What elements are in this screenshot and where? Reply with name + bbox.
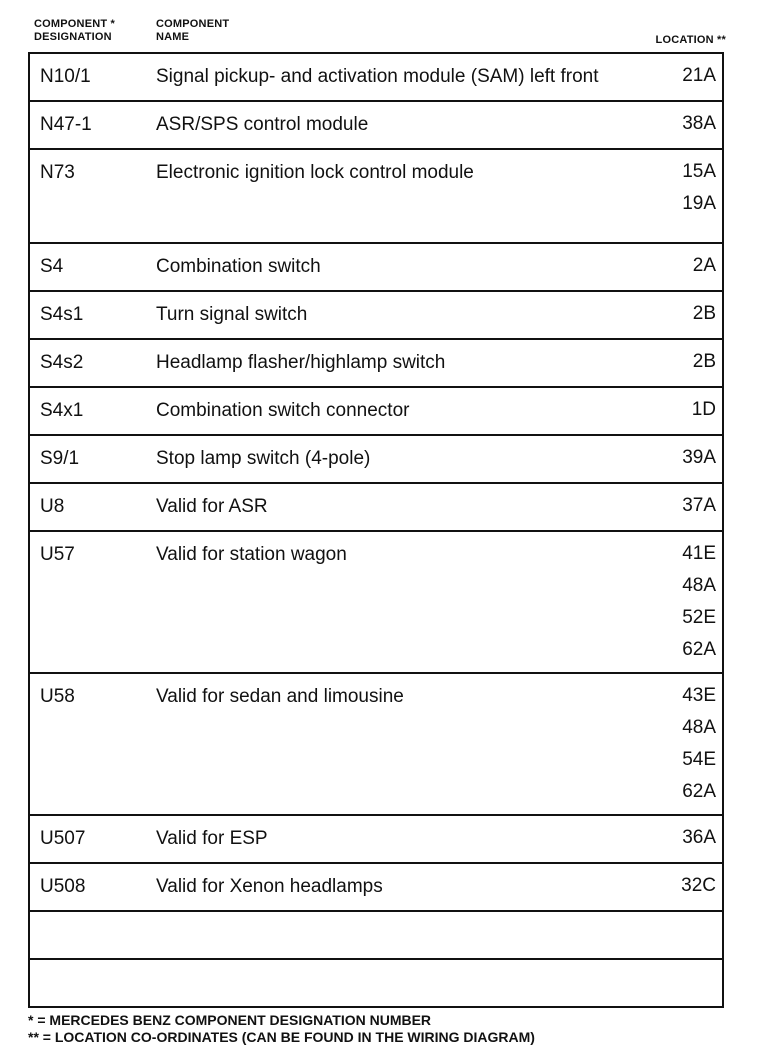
table-row	[30, 816, 722, 864]
component-location	[693, 346, 716, 378]
location-coordinate: 21A	[682, 65, 716, 86]
component-location	[682, 156, 716, 220]
component-designation: S9/1	[40, 448, 80, 469]
component-name: Stop lamp switch (4-pole)	[156, 448, 371, 469]
component-designation: S4	[40, 256, 64, 277]
component-designation: N73	[40, 162, 75, 183]
location-coordinate: 48A	[682, 575, 716, 596]
location-coordinate: 37A	[682, 495, 716, 516]
component-name: Signal pickup- and activation module (SAM) left front	[156, 66, 599, 87]
component-designation: U57	[40, 544, 75, 565]
component-location	[682, 822, 716, 854]
table-row	[30, 340, 722, 388]
component-designation: S4x1	[40, 400, 84, 421]
component-location	[682, 108, 716, 140]
table-row	[30, 102, 722, 150]
component-designation: N10/1	[40, 66, 91, 87]
footnote-designation: * = MERCEDES BENZ COMPONENT DESIGNATION NUMBER	[28, 1012, 432, 1028]
table-row	[30, 388, 722, 436]
location-coordinate: 36A	[682, 827, 716, 848]
table-row	[30, 436, 722, 484]
component-location	[681, 870, 716, 902]
location-coordinate: 2B	[692, 351, 716, 372]
component-designation: S4s2	[40, 352, 84, 373]
component-designation: N47-1	[40, 114, 92, 135]
component-location	[682, 490, 716, 522]
location-coordinate: 15A	[682, 161, 716, 182]
table-row	[30, 532, 722, 674]
table-row	[30, 912, 722, 960]
location-coordinate: 62A	[682, 639, 716, 660]
location-coordinate: 43E	[682, 685, 716, 706]
component-designation: S4s1	[40, 304, 84, 325]
component-location	[682, 538, 716, 666]
component-location	[693, 250, 716, 282]
component-location	[693, 298, 716, 330]
footnotes	[28, 1012, 535, 1046]
component-name: Headlamp flasher/highlamp switch	[156, 352, 446, 373]
location-coordinate: 39A	[682, 447, 716, 468]
location-coordinate: 2A	[692, 255, 716, 276]
location-coordinate: 2B	[692, 303, 716, 324]
column-headers	[34, 18, 726, 50]
component-name: Turn signal switch	[156, 304, 308, 325]
location-coordinate: 38A	[682, 113, 716, 134]
table-row	[30, 150, 722, 244]
component-name: ASR/SPS control module	[156, 114, 369, 135]
table-row	[30, 960, 722, 1008]
table-row	[30, 54, 722, 102]
component-name: Valid for station wagon	[156, 544, 347, 565]
component-designation: U58	[40, 686, 75, 707]
location-coordinate: 41E	[682, 543, 716, 564]
component-name: Valid for Xenon headlamps	[156, 876, 383, 897]
component-designation: U8	[40, 496, 65, 517]
location-coordinate: 48A	[682, 717, 716, 738]
location-coordinate: 54E	[682, 749, 716, 770]
location-coordinate: 62A	[682, 781, 716, 802]
component-designation: U507	[40, 828, 86, 849]
table-row	[30, 484, 722, 532]
component-location	[682, 680, 716, 808]
component-name: Combination switch connector	[156, 400, 410, 421]
component-location	[682, 60, 716, 92]
location-coordinate: 32C	[681, 875, 716, 896]
table-row	[30, 674, 722, 816]
component-designation: U508	[40, 876, 86, 897]
component-name: Valid for sedan and limousine	[156, 686, 404, 707]
footnote-location: ** = LOCATION CO-ORDINATES (CAN BE FOUND IN THE WIRING DIAGRAM)	[28, 1029, 535, 1045]
location-coordinate: 52E	[682, 607, 716, 628]
component-table	[28, 52, 724, 1008]
header-location: LOCATION **	[655, 34, 726, 46]
location-coordinate: 1D	[691, 399, 716, 420]
component-name: Valid for ESP	[156, 828, 268, 849]
header-designation: COMPONENT * DESIGNATION	[34, 18, 116, 43]
component-name: Electronic ignition lock control module	[156, 162, 474, 183]
location-coordinate: 19A	[682, 193, 716, 214]
table-row	[30, 292, 722, 340]
table-row	[30, 864, 722, 912]
table-row	[30, 244, 722, 292]
component-name: Combination switch	[156, 256, 321, 277]
header-name: COMPONENT NAME	[156, 18, 230, 43]
component-location	[682, 442, 716, 474]
component-location	[692, 394, 716, 426]
component-name: Valid for ASR	[156, 496, 268, 517]
